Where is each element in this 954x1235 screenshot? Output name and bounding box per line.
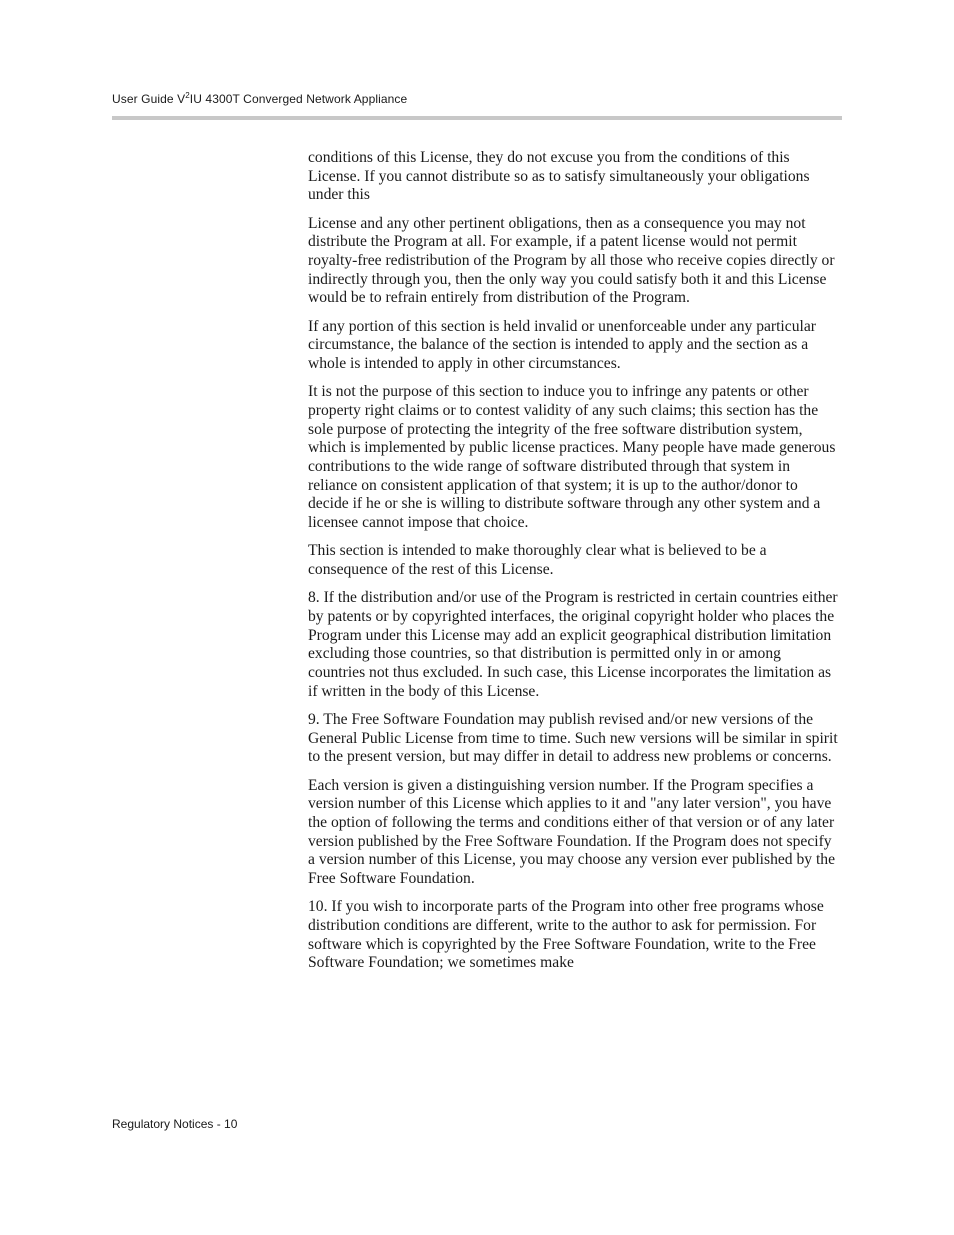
paragraph: 9. The Free Software Foundation may publish revised and/or new versions of the General Public License from time to time. Such new versions will be similar in spirit to the present version, but may differ in detail to address new problems or concerns.	[308, 710, 838, 766]
paragraph: It is not the purpose of this section to induce you to infringe any patents or other property right claims or to contest validity of any such claims; this section has the sole purpose of protecting the integrity of the free software distribution system, which is implemented by public license practices. Many people have made generous contributions to the wide range of software distributed through that system in reliance on consistent application of that system; it is up to the author/donor to decide if he or she is willing to distribute software through any other system and a licensee cannot impose that choice.	[308, 383, 836, 532]
page-footer: Regulatory Notices - 10	[112, 1117, 238, 1131]
paragraph: Each version is given a distinguishing version number. If the Program specifies a version number of this License which applies to it and "any later version", you have the option of following the terms and conditions either of that version or of any later version published by the Free Software Foundation. If the Program does not specify a version number of this License, you may choose any version ever published by the Free Software Foundation.	[308, 776, 836, 888]
page-header	[112, 92, 407, 106]
paragraph: If any portion of this section is held invalid or unenforceable under any particular circumstance, the balance of the section is intended to apply and the section as a whole is intended to apply in other circumstances.	[308, 317, 816, 373]
header-title-suffix: IU 4300T Converged Network Appliance	[189, 92, 408, 106]
paragraph: This section is intended to make thoroughly clear what is believed to be a consequence of the rest of this License.	[308, 542, 767, 579]
header-title-prefix: User Guide V	[112, 92, 186, 106]
header-title-superscript: 2	[185, 91, 190, 100]
paragraph: 10. If you wish to incorporate parts of the Program into other free programs whose distribution conditions are different, write to the author to ask for permission. For software which is copyrighted by the Free Software Foundation, write to the Free Software Foundation; we sometimes make	[308, 898, 824, 972]
paragraph: 8. If the distribution and/or use of the Program is restricted in certain countries either by patents or by copyrighted interfaces, the original copyright holder who places the Program under this License may add an explicit geographical distribution limitation excluding those countries, so that distribution is permitted only in or among countries not thus excluded. In such case, this License incorporates the limitation as if written in the body of this License.	[308, 589, 838, 700]
paragraph: conditions of this License, they do not excuse you from the conditions of this License. If you cannot distribute so as to satisfy simultaneously your obligations under this	[308, 149, 810, 204]
body-text	[308, 149, 841, 983]
paragraph: License and any other pertinent obligations, then as a consequence you may not distribute the Program at all. For example, if a patent license would not permit royalty-free redistribution of the Program by all those who receive copies directly or indirectly through you, then the only way you could satisfy both it and this License would be to refrain entirely from distribution of the Program.	[308, 214, 835, 307]
header-divider	[112, 116, 842, 120]
